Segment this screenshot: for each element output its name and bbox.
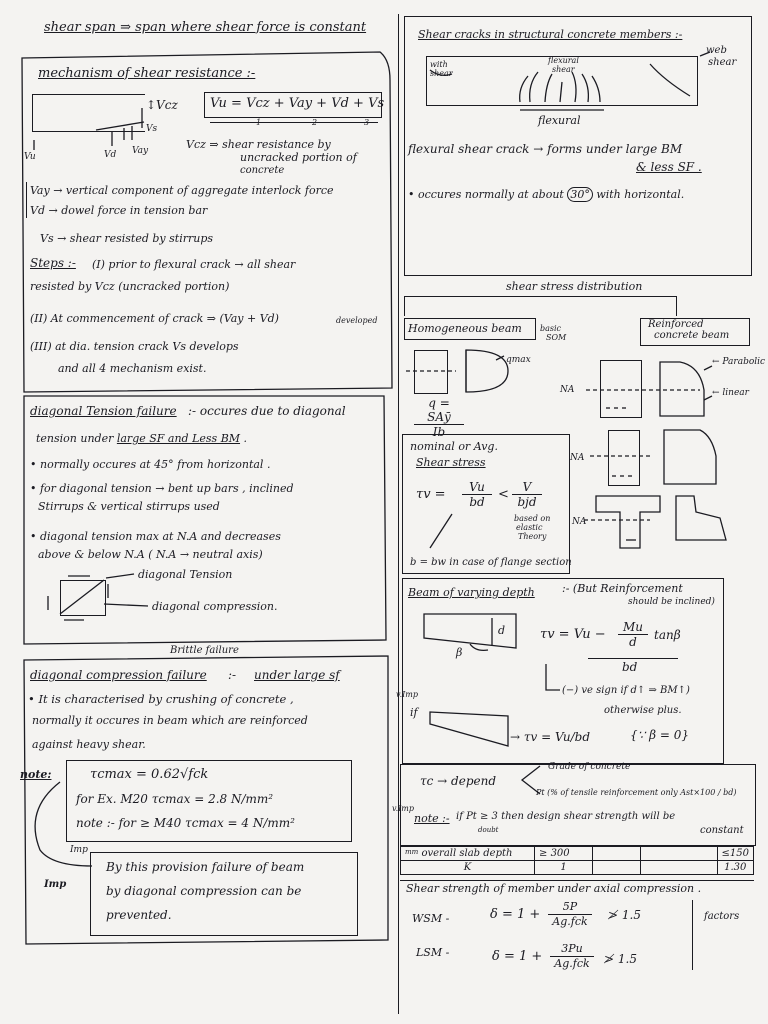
step-1a: (I) prior to flexural crack → all shear	[92, 258, 296, 271]
flexural-shear-label-2: shear	[552, 65, 575, 74]
factors-bracket	[692, 900, 693, 970]
circle-1: 1	[256, 118, 262, 127]
web-shear-label-1: web	[706, 45, 727, 56]
label-vu: Vu	[24, 152, 36, 162]
angle-beta: β	[456, 646, 463, 659]
provision-line-1: By this provision failure of beam	[106, 860, 305, 874]
table-cell	[640, 861, 717, 875]
steps-label: Steps :-	[30, 256, 76, 270]
table-cell: 1	[535, 861, 593, 875]
provision-line-3: prevented.	[106, 908, 172, 922]
reinforced-label-2: concrete beam	[654, 330, 730, 341]
varying-title: Beam of varying depth	[408, 586, 535, 599]
diag-comp-title: diagonal compression failure	[30, 668, 207, 682]
v-imp-label-2: v.Imp	[392, 804, 414, 813]
vcz-definition-1: Vcz ⇒ shear resistance by	[186, 138, 331, 151]
factors-label: factors	[704, 911, 740, 922]
bd-denominator: bd	[622, 660, 638, 674]
occurs-at-angle: • occures normally at about 30° with horizontal.	[408, 188, 685, 201]
diagonal-tension-label: diagonal Tension	[138, 568, 233, 581]
label-vay: Vay	[132, 146, 149, 156]
note-example: for Ex. M20 τcmax = 2.8 N/mm²	[76, 792, 274, 806]
mu-over-d: $\frac{Mu}{d}$	[618, 620, 648, 649]
ssd-title: shear stress distribution	[506, 280, 643, 293]
provision-line-2: by diagonal compression can be	[106, 884, 302, 898]
brittle-failure: Brittle failure	[170, 645, 239, 656]
table-cell: $^{mm}$ overall slab depth	[401, 847, 535, 861]
step-2b: developed	[336, 316, 378, 325]
sign-note: (−) ve sign if d↑ ⇒ BM↑)	[562, 685, 690, 696]
reinforced-label-1: Reinforced	[648, 319, 704, 330]
imp-label-1: Imp	[70, 845, 88, 855]
table-cell	[640, 847, 717, 861]
table-row	[401, 847, 754, 861]
axial-top-line	[400, 880, 754, 881]
step-3b: and all 4 mechanism exist.	[58, 362, 207, 375]
flexural-shear-crack-1: flexural shear crack → forms under large BM	[408, 142, 683, 156]
na-label-1: NA	[560, 385, 575, 395]
mechanism-title: mechanism of shear resistance :-	[38, 66, 256, 81]
diag-comp-title-rest: :-	[228, 668, 237, 682]
with-shear-label-2: shear	[430, 69, 453, 78]
doubt-label: doubt	[478, 826, 499, 834]
lsm-label: LSM -	[416, 946, 450, 959]
tau-c-depend: τc → depend	[420, 774, 497, 788]
vcz-definition-2: uncracked portion of	[240, 151, 357, 164]
wsm-limit: ≯ 1.5	[608, 908, 641, 922]
table-cell: ≥ 300	[535, 847, 593, 861]
vd-definition: Vd → dowel force in tension bar	[30, 204, 208, 217]
mm-label: mm	[405, 848, 419, 856]
nominal-label-1: nominal or Avg.	[410, 440, 498, 453]
label-vd: Vd	[104, 150, 117, 160]
shear-span-definition: shear span ⇒ span where shear force is constant	[44, 20, 367, 35]
flexural-shear-crack-2: & less SF .	[636, 160, 702, 174]
if-label: if	[410, 706, 418, 719]
cracks-title: Shear cracks in structural concrete members :-	[418, 28, 683, 41]
diag-tension-title-rest: :- occures due to diagonal	[188, 404, 346, 418]
note2-label: note :-	[414, 812, 450, 825]
linear-label: ← linear	[712, 388, 749, 398]
table-cell	[593, 847, 641, 861]
tan-beta: tanβ	[654, 628, 681, 642]
label-vs: Vs	[146, 124, 158, 134]
note-m40: note :- for ≥ M40 τcmax = 4 N/mm²	[76, 816, 295, 830]
bw-note: b = bw in case of flange section	[410, 557, 572, 568]
note2-text: if Pt ≥ 3 then design shear strength will be	[456, 811, 676, 822]
diag-tension-title: diagonal Tension failure	[30, 404, 177, 418]
qmax-label: qmax	[506, 355, 531, 365]
som-label: SOM	[546, 333, 567, 342]
pt-definition: Pt (% of tensile reinforcement only Ast×100 / bd)	[536, 788, 737, 797]
based-on-1: based on	[514, 514, 551, 523]
less-than: <	[498, 487, 509, 502]
step-1b: resisted by Vcz (uncracked portion)	[30, 280, 230, 293]
diag-comp-bullet-b: normally it occures in beam which are reinforced	[32, 714, 308, 727]
table-cell: 1.30	[717, 861, 753, 875]
varying-rest: :- (But Reinforcement	[562, 582, 683, 595]
circle-2: 2	[312, 118, 318, 127]
web-shear-label-2: shear	[708, 57, 737, 68]
angle-circle: 30°	[567, 187, 593, 202]
flexural-label: flexural	[538, 114, 581, 127]
step-2a: (II) At commencement of crack ⇒ (Vay + Vd)	[30, 312, 279, 325]
delta-lsm: δ = 1 +	[492, 949, 543, 964]
vcz-definition-3: concrete	[240, 165, 285, 176]
vu-over-bd: $\frac{Vu}{bd}$	[462, 480, 492, 509]
slab-depth-table	[400, 846, 754, 875]
varying-rest-2: should be inclined)	[628, 597, 715, 607]
circle-3: 3	[364, 118, 370, 127]
lsm-fraction: 3Pu Ag.fck	[550, 942, 594, 971]
table-cell	[593, 861, 641, 875]
beta-zero: {∵ β = 0}	[630, 728, 689, 742]
diagonal-compression-label: diagonal compression.	[152, 600, 278, 613]
basic-label: basic	[540, 324, 562, 333]
wsm-fraction: 5P Ag.fck	[548, 900, 592, 929]
with-shear-label-1: with	[430, 60, 448, 69]
tau-v-varying: τv = Vu −	[540, 627, 606, 642]
diag-tension-bullet-3b: above & below N.A ( N.A → neutral axis)	[38, 548, 263, 561]
v-imp-label: v.Imp	[396, 690, 418, 699]
lsm-limit: ≯ 1.5	[604, 952, 637, 966]
table-row	[401, 861, 754, 875]
na-label-2: NA	[570, 453, 585, 463]
diag-tension-line2: tension under large SF and Less BM .	[36, 432, 248, 445]
constant-label: constant	[700, 825, 744, 836]
v-over-bjd: V bjd	[512, 480, 542, 509]
diag-tension-bullet-1: • normally occures at 45° from horizontal .	[30, 458, 271, 471]
diag-tension-bullet-2a: • for diagonal tension → bent up bars , inclined	[30, 482, 294, 495]
parabolic-label: ← Parabolic	[712, 357, 766, 367]
delta-wsm: δ = 1 +	[490, 907, 541, 922]
label-vcz: ↕Vcz	[146, 98, 178, 112]
homogeneous-label: Homogeneous beam	[408, 322, 522, 335]
depth-d: d	[498, 624, 506, 637]
based-on-2: elastic	[516, 523, 543, 532]
table-cell: ≤150	[717, 847, 753, 861]
diag-tension-bullet-2b: Stirrups & vertical stirrups used	[38, 500, 220, 513]
q-formula: q = SAȳ Ib	[414, 396, 464, 439]
diag-comp-bullet-c: against heavy shear.	[32, 738, 146, 751]
diag-comp-bullet-a: • It is characterised by crushing of concrete ,	[28, 692, 294, 706]
vs-definition: Vs → shear resisted by stirrups	[40, 232, 214, 245]
based-on-3: Theory	[518, 532, 547, 541]
shear-equation: Vu = Vcz + Vay + Vd + Vs	[210, 96, 385, 111]
tau-v-uniform: → τv = Vu/bd	[510, 730, 591, 744]
diag-tension-bullet-3a: • diagonal tension max at N.A and decreases	[30, 530, 281, 543]
na-label-3: NA	[572, 517, 587, 527]
wsm-label: WSM -	[412, 912, 450, 925]
note-tau-max: τcmax = 0.62√fck	[90, 767, 209, 782]
imp-label-2: Imp	[44, 879, 67, 890]
diag-comp-title-tail: under large sf	[254, 668, 340, 682]
tau-v: τv =	[416, 487, 446, 502]
flexural-shear-label-1: flexural	[548, 56, 579, 65]
table-cell: K	[401, 861, 535, 875]
note-label: note:	[20, 768, 52, 781]
axial-title: Shear strength of member under axial compression .	[406, 882, 702, 895]
step-3a: (III) at dia. tension crack Vs develops	[30, 340, 239, 353]
nominal-label-2: Shear stress	[416, 456, 486, 469]
vay-definition: Vay → vertical component of aggregate interlock force	[30, 184, 334, 197]
grade-of-concrete: Grade of concrete	[548, 762, 631, 772]
otherwise-plus: otherwise plus.	[604, 705, 682, 716]
